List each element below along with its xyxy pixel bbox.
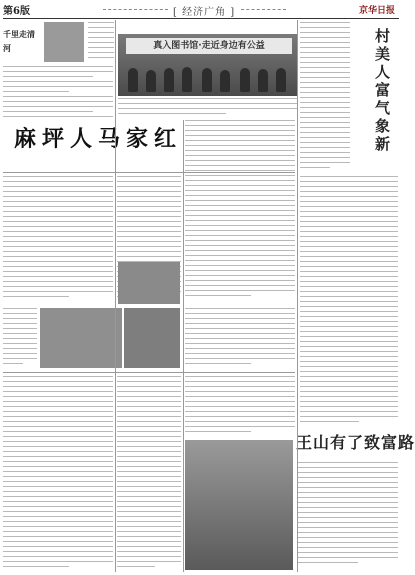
- bottom-right-headline: 王山有了致富路: [296, 433, 415, 452]
- field-photo: [124, 308, 180, 368]
- mid-rule: [3, 372, 295, 373]
- portrait-photo: [118, 262, 180, 304]
- left-column-heading: 千里走清河: [3, 30, 35, 53]
- column-rule-3: [297, 20, 298, 572]
- page-number: 第6版: [3, 6, 30, 17]
- mid-right-text: [185, 308, 295, 368]
- lower-col-3: [185, 376, 295, 436]
- lower-col-2: [117, 376, 181, 571]
- paper-name: 京华日报: [358, 6, 395, 16]
- column-rule-1: [115, 20, 116, 572]
- right-article-body: [300, 176, 398, 426]
- meeting-photo: [185, 440, 293, 570]
- left-column-text: [3, 66, 113, 118]
- group-photo: [40, 308, 122, 368]
- main-article-col-3: [185, 120, 295, 304]
- left-column-photo: [44, 22, 84, 62]
- masthead: [3, 2, 399, 18]
- section-title: [ 经济广角 ]: [173, 7, 236, 18]
- event-banner-text: 真入图书馆·走近身边有公益: [126, 38, 292, 54]
- main-article-col-1: [3, 176, 113, 304]
- section-rule-left: [103, 9, 168, 10]
- photo-side-text: [3, 308, 37, 368]
- column-rule-2: [183, 120, 184, 572]
- lower-col-1: [3, 376, 113, 571]
- left-top-text: [88, 22, 114, 62]
- banner-caption-text: [118, 98, 298, 118]
- masthead-rule: [3, 18, 399, 19]
- right-top-text: [300, 22, 350, 172]
- event-people: [124, 62, 292, 92]
- right-article-headline: 村美人富气象新: [373, 28, 391, 154]
- section-rule-right: [241, 9, 286, 10]
- main-headline: 麻坪人马家红: [14, 126, 183, 152]
- event-photo: [118, 34, 298, 96]
- bottom-right-body: [298, 462, 398, 570]
